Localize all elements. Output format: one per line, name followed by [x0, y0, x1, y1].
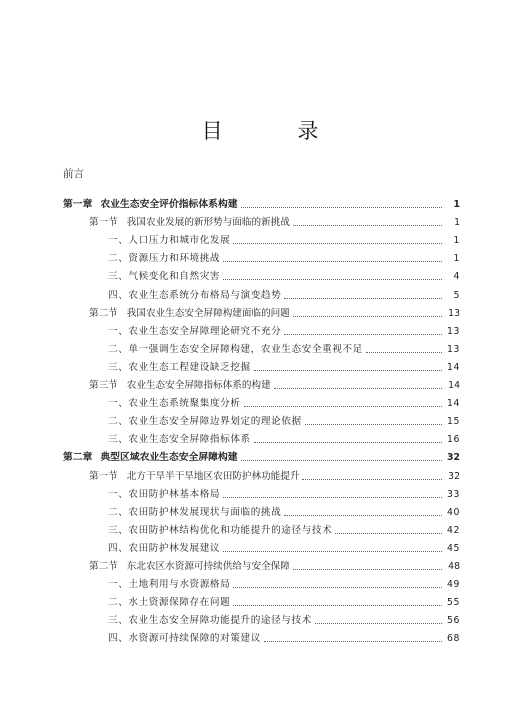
dot-leader [223, 550, 442, 552]
preface-entry: 前言 [63, 168, 84, 180]
toc-page-number: 16 [446, 434, 460, 446]
toc-section-text: 我国农业生态安全屏障构建面临的问题 [126, 307, 290, 319]
toc-item-text: 三、农业生态安全屏障功能提升的途径与技术 [108, 615, 312, 627]
toc-section-row [89, 376, 460, 393]
toc-page-number: 45 [446, 542, 460, 554]
toc-section-number: 第一节 [89, 217, 118, 229]
toc-page-number: 1 [453, 253, 460, 265]
toc-chapter-row [63, 195, 460, 212]
toc-section-row [89, 467, 460, 484]
toc-section-text: 我国农业发展的新形势与面临的新挑战 [126, 217, 290, 229]
toc-item-text: 三、农田防护林结构优化和功能提升的途径与技术 [108, 524, 333, 536]
toc-chapter-number: 第一章 [63, 199, 93, 210]
dot-leader [264, 640, 442, 642]
toc-page-number: 13 [446, 325, 460, 337]
toc-section-text: 北方干旱半干旱地区农田防护林功能提升 [126, 470, 300, 482]
toc-item-title [108, 524, 332, 538]
toc-item-title [108, 270, 220, 284]
dot-leader [293, 224, 442, 226]
toc-section-title [89, 216, 290, 230]
dot-leader [305, 423, 442, 425]
toc-item-text: 三、气候变化和自然灾害 [108, 271, 221, 283]
toc-item-text: 三、农业生态工程建设缺乏挖掘 [108, 361, 251, 373]
toc-item-title [108, 488, 220, 502]
toc-item-row [108, 430, 460, 447]
toc-section-number: 第三节 [89, 380, 118, 391]
toc-page-number: 4 [453, 271, 460, 283]
toc-section-number: 第二节 [89, 307, 118, 319]
toc-item-row [108, 503, 460, 520]
dot-leader [293, 568, 442, 570]
toc-page-number: 68 [446, 633, 460, 645]
toc-section-text: 东北农区水资源可持续供给与安全保障 [126, 561, 290, 572]
toc-page-number: 42 [446, 524, 460, 536]
toc-section-text: 农业生态安全屏障指标体系的构建 [126, 380, 271, 391]
dot-leader [284, 333, 442, 335]
dot-leader [233, 604, 442, 606]
toc-item-text: 一、土地利用与水资源格局 [108, 579, 231, 591]
toc-item-text: 二、单一强调生态安全屏障构建，农业生态安全重视不足 [108, 343, 363, 355]
toc-item-text: 一、农业生态安全屏障理论研究不充分 [108, 325, 282, 337]
toc-page-number: 48 [448, 561, 460, 572]
toc-page-number: 1 [454, 217, 460, 229]
toc-item-row [108, 629, 460, 646]
dot-leader [254, 441, 442, 443]
dot-leader [241, 459, 442, 461]
toc-section-title [89, 470, 299, 484]
toc-item-row [108, 340, 460, 357]
toc-item-title [108, 361, 251, 375]
toc-page-number: 32 [447, 452, 460, 464]
toc-chapter-title [63, 451, 238, 465]
dot-leader [254, 369, 442, 371]
dot-leader [233, 586, 442, 588]
toc-item-row [108, 593, 460, 610]
dot-leader [366, 351, 442, 353]
toc-chapter-title [63, 198, 238, 212]
toc-page-number: 14 [448, 380, 460, 391]
dot-leader [223, 496, 442, 498]
toc-item-text: 三、农业生态安全屏障指标体系 [108, 434, 251, 446]
toc-item-text: 四、农业生态系统分布格局与演变趋势 [108, 289, 282, 301]
toc-section-title [89, 560, 290, 574]
dot-leader [284, 297, 442, 299]
toc-section-number: 第一节 [89, 470, 118, 482]
dot-leader [335, 532, 442, 534]
toc-page-number: 13 [448, 307, 460, 319]
toc-section-row [89, 557, 460, 574]
toc-page-number: 5 [453, 289, 460, 301]
dot-leader [223, 278, 442, 280]
toc-item-title [108, 415, 302, 429]
toc-section-row [89, 213, 460, 230]
dot-leader [274, 387, 442, 389]
dot-leader [315, 622, 442, 624]
toc-item-title [108, 289, 281, 303]
toc-item-title [108, 433, 251, 447]
toc-chapter-text: 典型区域农业生态安全屏障构建 [100, 452, 238, 464]
toc-item-text: 二、农田防护林发展现状与面临的挑战 [108, 506, 282, 518]
toc-item-row [108, 231, 460, 248]
toc-page-number: 55 [446, 597, 460, 609]
toc-chapter-text: 农业生态安全评价指标体系构建 [100, 199, 238, 210]
toc-item-title [108, 632, 261, 646]
toc-page-number: 14 [446, 398, 460, 410]
toc-item-row [108, 322, 460, 339]
toc-page-number: 13 [446, 343, 460, 355]
toc-item-row [108, 521, 460, 538]
toc-item-row [108, 611, 460, 628]
dot-leader [244, 405, 442, 407]
toc-item-title [108, 542, 220, 556]
toc-item-title [108, 234, 230, 248]
toc-item-row [108, 267, 460, 284]
toc-item-row [108, 575, 460, 592]
toc-item-title [108, 397, 241, 411]
toc-item-row [108, 485, 460, 502]
toc-section-row [89, 304, 460, 321]
toc-page-number: 1 [453, 199, 460, 210]
toc-section-title [89, 307, 290, 321]
toc-item-text: 二、农业生态安全屏障边界划定的理论依据 [108, 416, 302, 428]
toc-item-row [108, 358, 460, 375]
toc-page-number: 49 [446, 579, 460, 591]
toc-item-row [108, 539, 460, 556]
toc-page-number: 56 [446, 615, 460, 627]
toc-section-title [89, 379, 271, 393]
toc-item-row [108, 394, 460, 411]
toc-chapter-number: 第二章 [63, 452, 93, 464]
toc-item-text: 四、水资源可持续保障的对策建议 [108, 633, 261, 645]
toc-item-text: 二、水土资源保障存在问题 [108, 597, 231, 609]
toc-item-text: 四、农田防护林发展建议 [108, 542, 221, 554]
dot-leader [233, 242, 442, 244]
toc-item-title [108, 578, 230, 592]
toc-item-text: 二、资源压力和环境挑战 [108, 253, 221, 265]
toc-page-number: 40 [446, 506, 460, 518]
toc-item-text: 一、人口压力和城市化发展 [108, 235, 231, 247]
toc-page-number: 33 [446, 488, 460, 500]
toc-item-title [108, 343, 363, 357]
dot-leader [293, 315, 442, 317]
toc-page-number: 32 [448, 470, 460, 482]
toc-page-number: 1 [453, 235, 460, 247]
toc-page-number: 15 [446, 416, 460, 428]
toc-section-number: 第二节 [89, 561, 118, 572]
dot-leader [284, 514, 442, 516]
toc-item-text: 一、农业生态系统聚集度分析 [108, 398, 241, 410]
toc-item-row [108, 286, 460, 303]
toc-item-title [108, 325, 281, 339]
toc-page-number: 14 [446, 361, 460, 373]
toc-chapter-row [63, 448, 460, 465]
toc-item-title [108, 596, 230, 610]
toc-item-title [108, 506, 281, 520]
dot-leader [223, 260, 442, 262]
dot-leader [241, 206, 442, 208]
toc-item-text: 一、农田防护林基本格局 [108, 488, 221, 500]
dot-leader [302, 478, 442, 480]
toc-item-title [108, 252, 220, 266]
toc-item-title [108, 614, 312, 628]
toc-item-row [108, 412, 460, 429]
page-title: 目 录 [201, 119, 353, 143]
toc-item-row [108, 249, 460, 266]
